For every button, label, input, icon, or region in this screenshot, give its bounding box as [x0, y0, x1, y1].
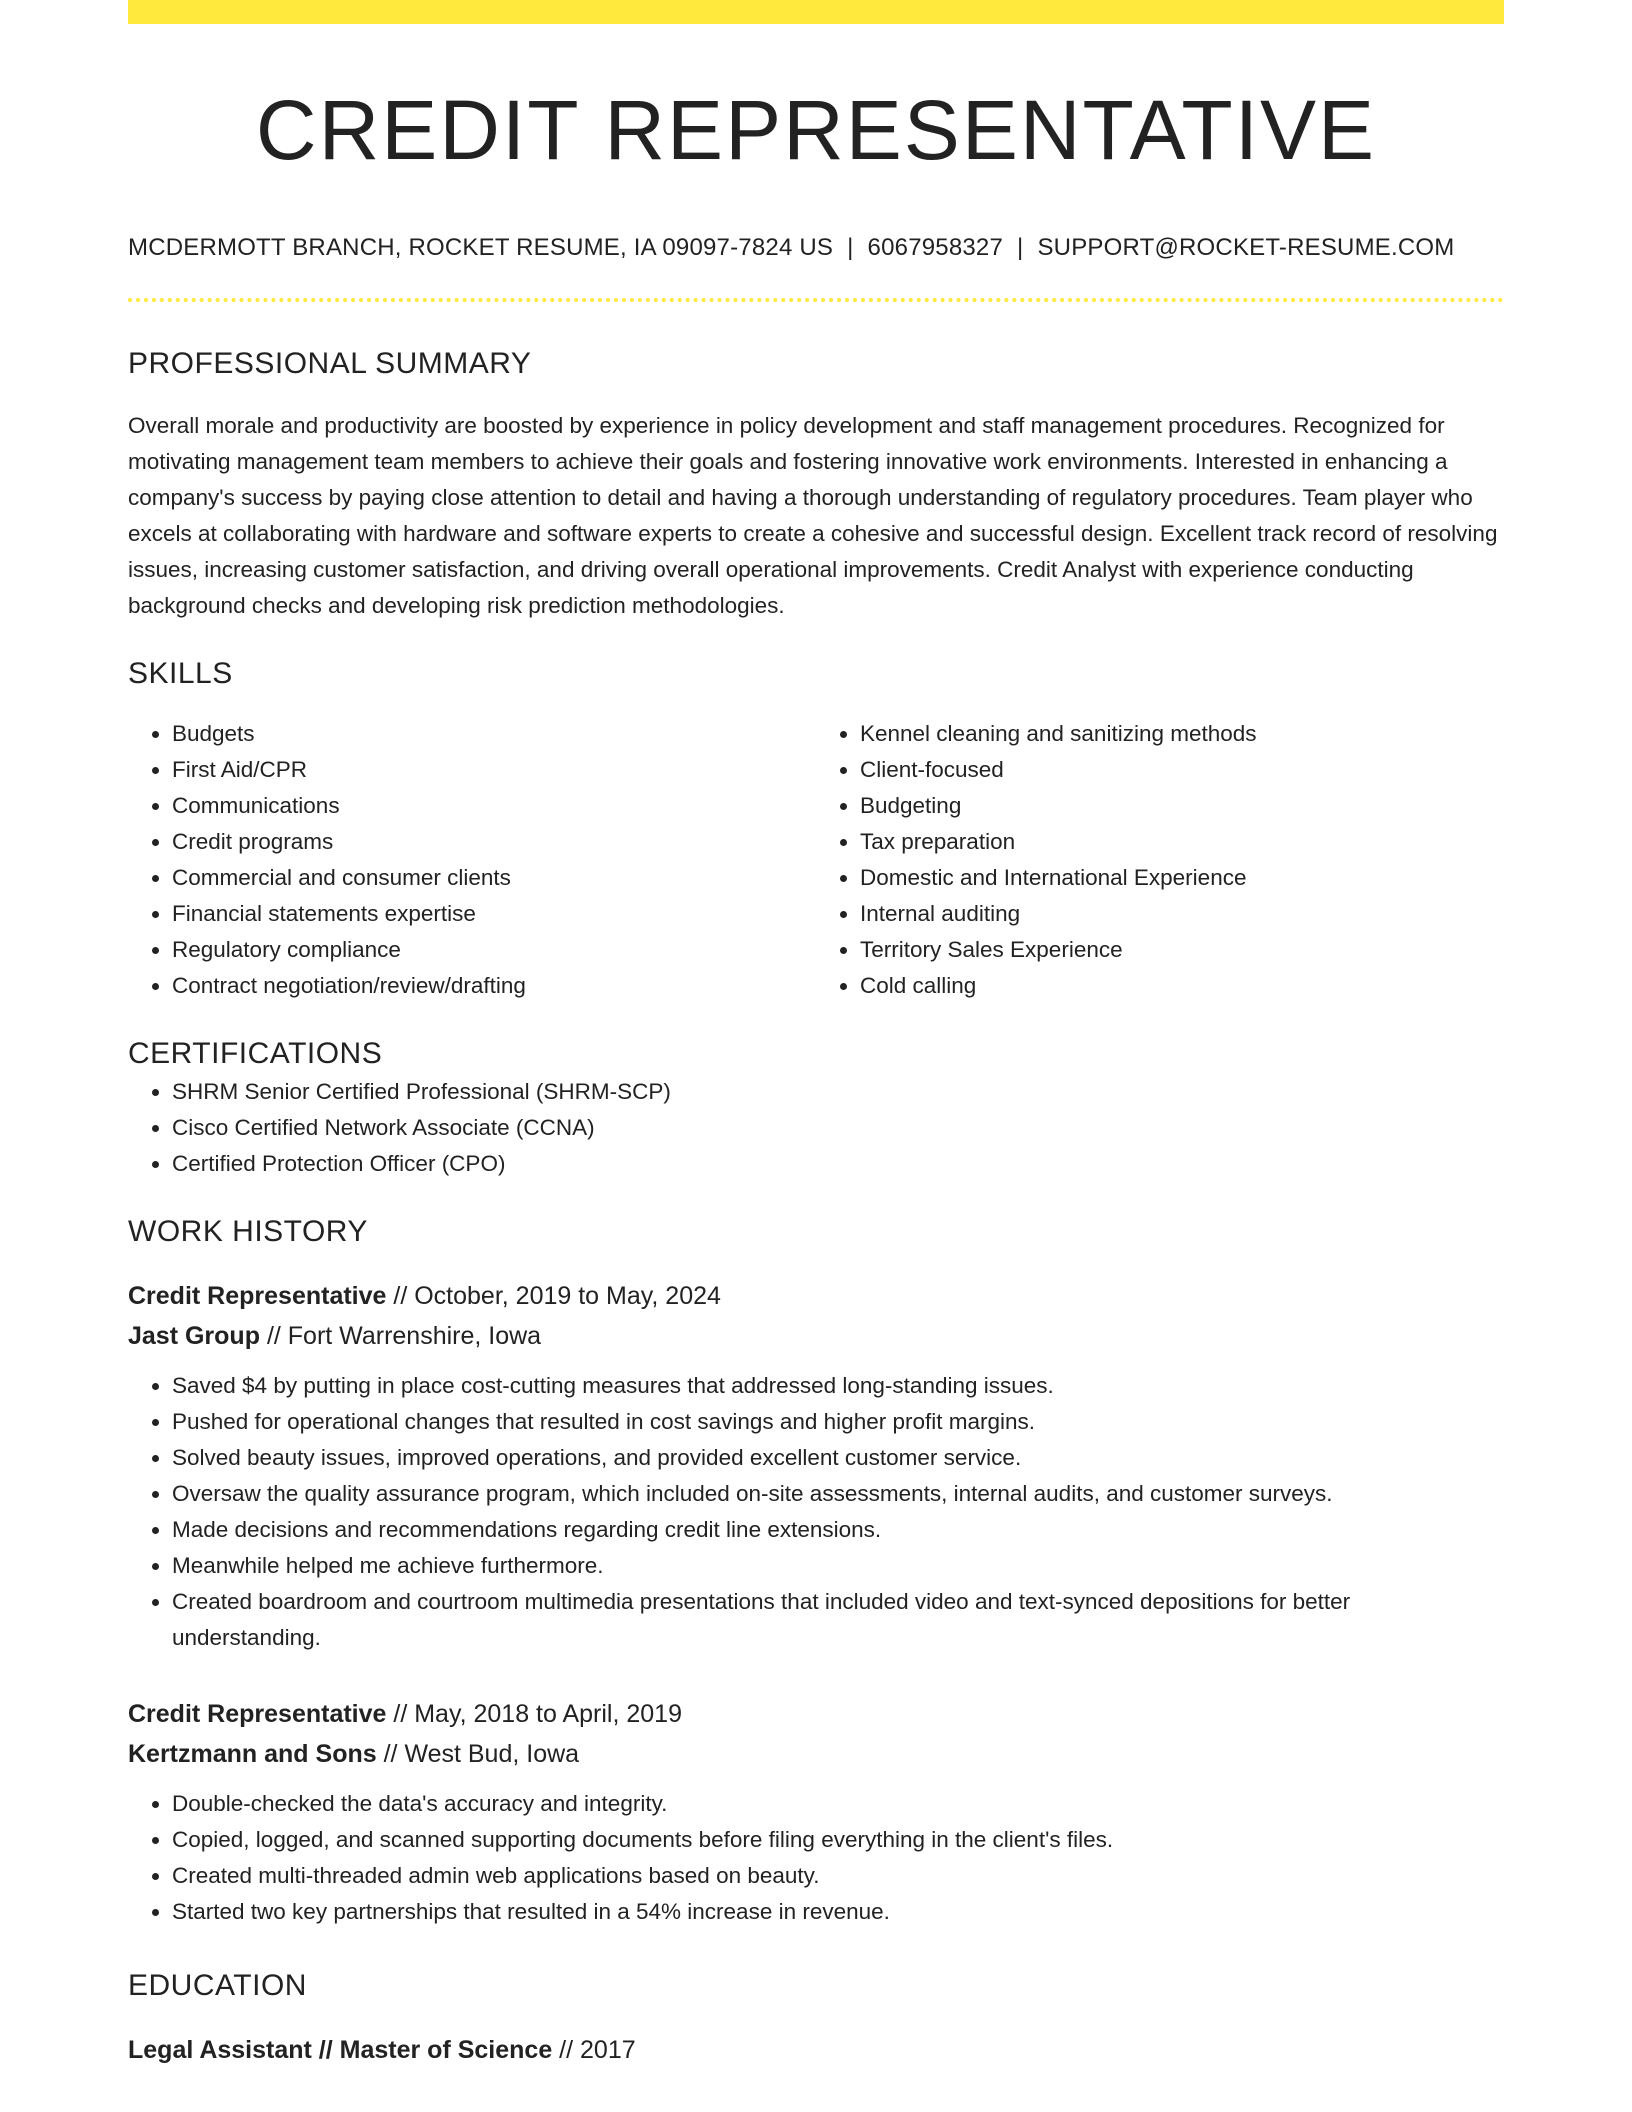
- certification-item: • SHRM Senior Certified Professional (SHRM-SCP): [172, 1074, 1504, 1110]
- job-company: Jast Group: [128, 1322, 260, 1350]
- job-location: // Fort Warrenshire, Iowa: [266, 1322, 542, 1350]
- job-bullet: • Created boardroom and courtroom multimedia presentations that included video and text-synced depositions for better understanding.: [172, 1584, 1504, 1656]
- job-bullet: • Created multi-threaded admin web applications based on beauty.: [172, 1858, 1504, 1894]
- header-divider: [128, 298, 1504, 302]
- job-company-line: [128, 1734, 1504, 1774]
- skill-item: • Financial statements expertise: [172, 896, 816, 932]
- skills-right-list: [816, 716, 1504, 1004]
- skill-item: • Cold calling: [860, 968, 1504, 1004]
- certification-item: • Cisco Certified Network Associate (CCNA): [172, 1110, 1504, 1146]
- contact-separator: |: [847, 234, 854, 261]
- job-bullet: • Pushed for operational changes that resulted in cost savings and higher profit margins.: [172, 1404, 1504, 1440]
- skill-item: • Budgets: [172, 716, 816, 752]
- summary-heading: PROFESSIONAL SUMMARY: [128, 347, 532, 380]
- skill-item: • Contract negotiation/review/drafting: [172, 968, 816, 1004]
- job-location: // West Bud, Iowa: [383, 1740, 580, 1768]
- job-bullet: • Made decisions and recommendations regarding credit line extensions.: [172, 1512, 1504, 1548]
- job-role: Credit Representative: [128, 1700, 387, 1728]
- contact-separator: |: [1017, 234, 1024, 261]
- summary-text: Overall morale and productivity are boosted by experience in policy development and staff management procedures. Recognized for motivating management team members to achieve their goals and fostering innovative work environments. Interested in enhancing a company's success by paying close attention to detail and having a thorough understanding of regulatory procedures. Team player who excels at collaborating with hardware and software experts to create a cohesive and successful design. Excellent track record of resolving issues, increasing customer satisfaction, and driving overall operational improvements. Credit Analyst with experience conducting background checks and developing risk prediction methodologies.: [128, 413, 1498, 618]
- job-bullets: [128, 1786, 1504, 1930]
- skill-item: • Internal auditing: [860, 896, 1504, 932]
- job-bullet: • Saved $4 by putting in place cost-cutting measures that addressed long-standing issues.: [172, 1368, 1504, 1404]
- education-heading: EDUCATION: [128, 1969, 307, 2002]
- job-bullet: • Copied, logged, and scanned supporting documents before filing everything in the client's files.: [172, 1822, 1504, 1858]
- contact-email: SUPPORT@ROCKET-RESUME.COM: [1037, 234, 1455, 261]
- resume-content: [128, 0, 1504, 2070]
- job-title-line: [128, 1276, 1504, 1316]
- skills-left-list: [128, 716, 816, 1004]
- certifications-heading: CERTIFICATIONS: [128, 1037, 383, 1070]
- job-dates: // May, 2018 to April, 2019: [393, 1700, 682, 1728]
- skill-item: • Commercial and consumer clients: [172, 860, 816, 896]
- job-company-line: [128, 1316, 1504, 1356]
- job-bullet: • Double-checked the data's accuracy and integrity.: [172, 1786, 1504, 1822]
- job-bullets: [128, 1368, 1504, 1656]
- job-entry: [128, 1694, 1504, 1930]
- job-bullet: • Oversaw the quality assurance program, which included on-site assessments, internal audits, and customer surveys.: [172, 1476, 1504, 1512]
- certification-item: • Certified Protection Officer (CPO): [172, 1146, 1504, 1182]
- education-entry: [128, 2030, 1504, 2070]
- skill-item: • Territory Sales Experience: [860, 932, 1504, 968]
- skills-columns: [128, 716, 1504, 1004]
- skill-item: • Tax preparation: [860, 824, 1504, 860]
- skill-item: • First Aid/CPR: [172, 752, 816, 788]
- education-degree: Legal Assistant // Master of Science: [128, 2036, 553, 2064]
- contact-line: [128, 232, 1504, 264]
- work-history-heading: WORK HISTORY: [128, 1215, 368, 1248]
- job-bullet: • Started two key partnerships that resulted in a 54% increase in revenue.: [172, 1894, 1504, 1930]
- job-bullet: • Meanwhile helped me achieve furthermore.: [172, 1548, 1504, 1584]
- resume-name: CREDIT REPRESENTATIVE: [255, 83, 1377, 177]
- education-year: // 2017: [559, 2036, 636, 2064]
- job-entry: [128, 1276, 1504, 1656]
- skills-heading: SKILLS: [128, 657, 233, 690]
- skill-item: • Communications: [172, 788, 816, 824]
- job-bullet: • Solved beauty issues, improved operations, and provided excellent customer service.: [172, 1440, 1504, 1476]
- skill-item: • Credit programs: [172, 824, 816, 860]
- job-role: Credit Representative: [128, 1282, 387, 1310]
- skill-item: • Regulatory compliance: [172, 932, 816, 968]
- contact-phone: 6067958327: [867, 234, 1004, 261]
- skill-item: • Kennel cleaning and sanitizing methods: [860, 716, 1504, 752]
- job-dates: // October, 2019 to May, 2024: [393, 1282, 721, 1310]
- job-company: Kertzmann and Sons: [128, 1740, 377, 1768]
- job-title-line: [128, 1694, 1504, 1734]
- skill-item: • Domestic and International Experience: [860, 860, 1504, 896]
- skill-item: • Budgeting: [860, 788, 1504, 824]
- certifications-list: [128, 1074, 1504, 1182]
- skill-item: • Client-focused: [860, 752, 1504, 788]
- contact-address: MCDERMOTT BRANCH, ROCKET RESUME, IA 09097-7824 US: [128, 234, 834, 261]
